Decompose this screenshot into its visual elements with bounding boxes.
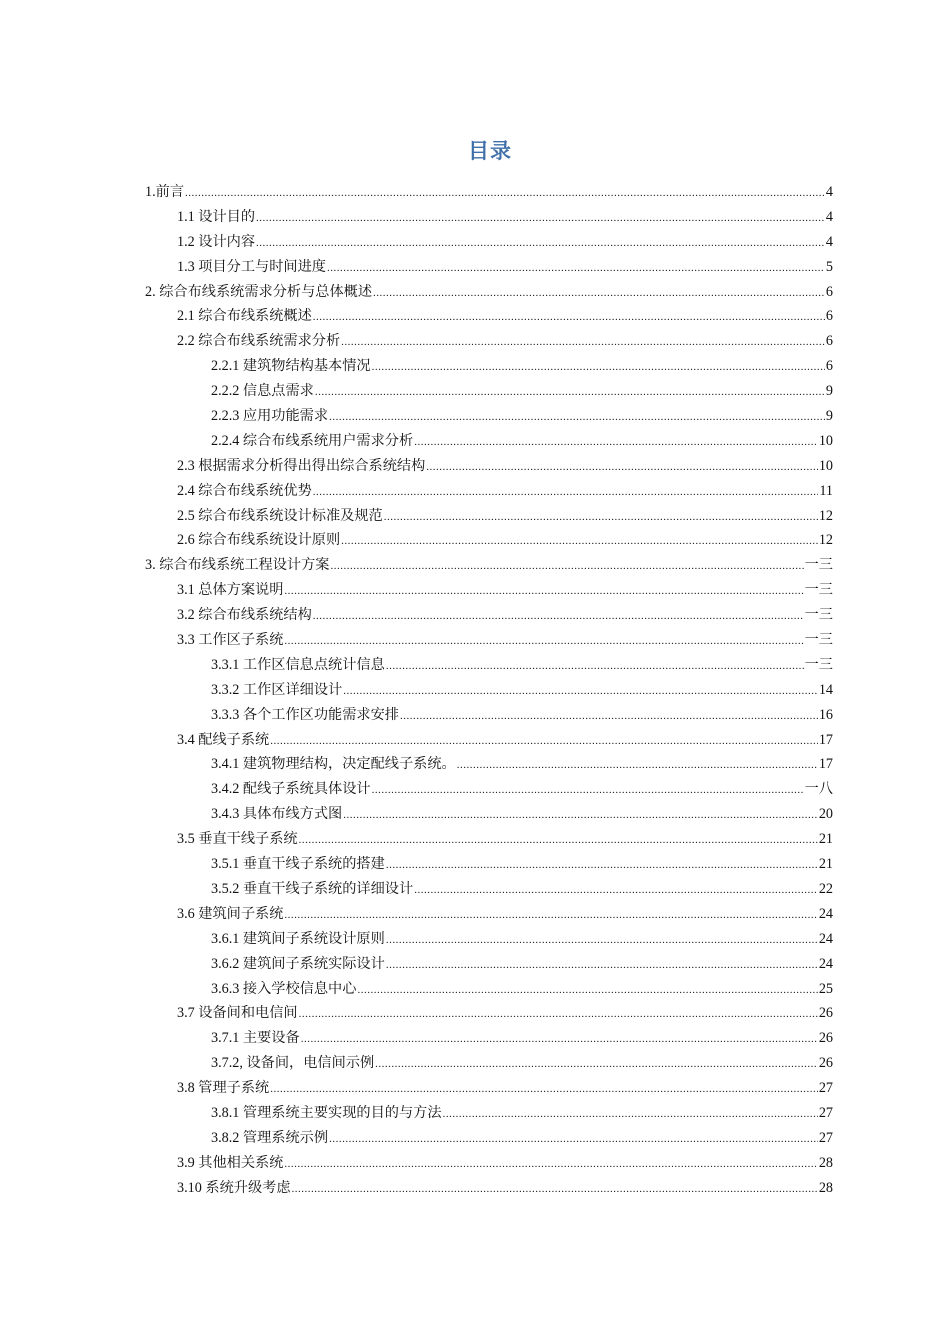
dot-leader: [357, 978, 817, 1003]
toc-entry-page-number: 21: [818, 856, 833, 873]
toc-entry[interactable]: [145, 952, 833, 977]
toc-entry-page-number: 10: [818, 457, 833, 474]
toc-entry-page-number: 28: [818, 1179, 833, 1196]
toc-entry-page-number: 6: [825, 283, 833, 300]
toc-entry-page-number: 14: [818, 681, 833, 698]
toc-entry[interactable]: [145, 977, 833, 1002]
toc-entry-text: 3.4.1 建筑物理结构，决定配线子系统。: [211, 756, 456, 773]
toc-entry[interactable]: [145, 1176, 833, 1201]
dot-leader: [372, 355, 825, 380]
toc-entry-text: 3.8.1 管理系统主要实现的目的与方法: [211, 1104, 442, 1121]
toc-entry[interactable]: [145, 1051, 833, 1076]
dot-leader: [292, 1177, 818, 1202]
toc-entry[interactable]: [145, 1151, 833, 1176]
toc-entry[interactable]: [145, 653, 833, 678]
toc-entry-page-number: 4: [825, 208, 833, 225]
toc-entry[interactable]: [145, 1076, 833, 1101]
toc-entry-page-number: 17: [818, 731, 833, 748]
toc-entry-page-number: 25: [818, 980, 833, 997]
toc-entry-text: 2.2.2 信息点需求: [211, 383, 314, 400]
toc-entry-text: 3.7.1 主要设备: [211, 1030, 300, 1047]
dot-leader: [457, 753, 818, 778]
dot-leader: [315, 380, 825, 405]
toc-entry[interactable]: [145, 329, 833, 354]
dot-leader: [414, 430, 818, 455]
toc-entry[interactable]: [145, 802, 833, 827]
toc-entry-page-number: 一三: [804, 607, 833, 624]
toc-entry-text: 2.4 综合布线系统优势: [177, 482, 312, 499]
dot-leader: [284, 1152, 817, 1177]
toc-entry-text: 3.3.2 工作区详细设计: [211, 681, 343, 698]
toc-entry-text: 2.1 综合布线系统概述: [177, 308, 312, 325]
dot-leader: [386, 928, 818, 953]
toc-entry-page-number: 26: [818, 1005, 833, 1022]
toc-entry-page-number: 20: [818, 806, 833, 823]
toc-entry-text: 3.4 配线子系统: [177, 731, 270, 748]
toc-entry-text: 3.4.3 具体布线方式图: [211, 806, 343, 823]
toc-entry-text: 3.5.2 垂直干线子系统的详细设计: [211, 880, 414, 897]
toc-entry[interactable]: [145, 1126, 833, 1151]
toc-entry[interactable]: [145, 703, 833, 728]
dot-leader: [443, 1102, 818, 1127]
toc-entry-page-number: 4: [825, 184, 833, 200]
toc-entry-text: 2.3 根据需求分析得出得出综合系统结构: [177, 457, 426, 474]
dot-leader: [386, 853, 818, 878]
dot-leader: [313, 305, 825, 330]
toc-entry-page-number: 6: [825, 358, 833, 375]
toc-entry-page-number: 一三: [804, 557, 833, 574]
toc-entry-page-number: 11: [819, 482, 833, 499]
toc-entry[interactable]: [145, 280, 833, 305]
dot-leader: [256, 231, 825, 256]
toc-entry[interactable]: [145, 504, 833, 529]
dot-leader: [375, 1052, 818, 1077]
dot-leader: [373, 281, 825, 306]
toc-entry[interactable]: [145, 927, 833, 952]
toc-entry-page-number: 24: [818, 905, 833, 922]
toc-entry-page-number: 6: [825, 333, 833, 350]
toc-entry[interactable]: [145, 827, 833, 852]
toc-entry[interactable]: [145, 404, 833, 429]
toc-entry-page-number: 6: [825, 308, 833, 325]
toc-entry-text: 2.2 综合布线系统需求分析: [177, 333, 341, 350]
toc-entry[interactable]: [145, 454, 833, 479]
toc-entry[interactable]: [145, 777, 833, 802]
toc-entry-page-number: 16: [818, 706, 833, 723]
dot-leader: [426, 455, 818, 480]
toc-entry-page-number: 26: [818, 1055, 833, 1072]
toc-entry-text: 3.6 建筑间子系统: [177, 905, 284, 922]
toc-entry-text: 2.2.3 应用功能需求: [211, 408, 329, 425]
dot-leader: [185, 181, 825, 206]
toc-entry-text: 3.7.2, 设备间，电信间示例: [211, 1055, 375, 1072]
dot-leader: [400, 704, 818, 729]
toc-title: 目录: [468, 139, 512, 163]
dot-leader: [270, 729, 818, 754]
dot-leader: [386, 654, 804, 679]
dot-leader: [299, 1002, 818, 1027]
toc-entry-text: 3.3.3 各个工作区功能需求安排: [211, 706, 399, 723]
toc-entry-page-number: 一三: [804, 582, 833, 599]
toc-entry-text: 3. 综合布线系统工程设计方案: [145, 557, 330, 574]
toc-entry[interactable]: [145, 1101, 833, 1126]
toc-entry-text: 1.前言: [145, 184, 185, 200]
toc-entry-page-number: 10: [818, 432, 833, 449]
toc-entry[interactable]: [145, 255, 833, 280]
toc-entry-text: 3.10 系统升级考虑: [177, 1179, 291, 1196]
toc-entry-text: 3.8.2 管理系统示例: [211, 1129, 329, 1146]
toc-entry[interactable]: [145, 230, 833, 255]
toc-entry-text: 2. 综合布线系统需求分析与总体概述: [145, 283, 373, 300]
toc-entry[interactable]: [145, 578, 833, 603]
toc-entry-page-number: 22: [818, 880, 833, 897]
toc-entry-page-number: 9: [825, 408, 833, 425]
toc-entry-text: 3.1 总体方案说明: [177, 582, 284, 599]
toc-entry[interactable]: [145, 603, 833, 628]
toc-entry-text: 2.6 综合布线系统设计原则: [177, 532, 341, 549]
toc-entry-text: 1.2 设计内容: [177, 233, 256, 250]
dot-leader: [327, 256, 825, 281]
toc-entry[interactable]: [145, 479, 833, 504]
toc-entry[interactable]: [145, 553, 833, 578]
dot-leader: [256, 206, 825, 231]
dot-leader: [299, 828, 818, 853]
toc-entry-page-number: 28: [818, 1154, 833, 1171]
toc-entry-text: 3.5.1 垂直干线子系统的搭建: [211, 856, 385, 873]
toc-entry-text: 3.7 设备间和电信间: [177, 1005, 298, 1022]
toc-entry-text: 1.3 项目分工与时间进度: [177, 258, 326, 275]
dot-leader: [343, 679, 818, 704]
toc-entry[interactable]: [145, 628, 833, 653]
toc-entry[interactable]: [145, 379, 833, 404]
toc-entry[interactable]: [145, 902, 833, 927]
dot-leader: [284, 629, 803, 654]
toc-entry-text: 3.6.2 建筑间子系统实际设计: [211, 955, 385, 972]
toc-entry-page-number: 24: [818, 930, 833, 947]
toc-entry-page-number: 27: [818, 1080, 833, 1097]
toc-entry-text: 3.8 管理子系统: [177, 1080, 270, 1097]
toc-entry-page-number: 5: [825, 258, 833, 275]
toc-entry[interactable]: [145, 752, 833, 777]
toc-entry[interactable]: [145, 180, 833, 205]
toc-entry-page-number: 12: [818, 532, 833, 549]
dot-leader: [343, 803, 818, 828]
dot-leader: [329, 1127, 818, 1152]
dot-leader: [270, 1077, 818, 1102]
toc-entry-page-number: 17: [818, 756, 833, 773]
dot-leader: [384, 505, 818, 530]
toc-entry[interactable]: [145, 304, 833, 329]
toc-entry-text: 3.4.2 配线子系统具体设计: [211, 781, 371, 798]
toc-entry-text: 3.6.3 接入学校信息中心: [211, 980, 357, 997]
toc-entry[interactable]: [145, 728, 833, 753]
toc-entry-text: 3.6.1 建筑间子系统设计原则: [211, 930, 385, 947]
toc-entry-text: 2.2.4 综合布线系统用户需求分析: [211, 432, 414, 449]
toc-entry-text: 2.5 综合布线系统设计标准及规范: [177, 507, 383, 524]
dot-leader: [372, 778, 804, 803]
toc-entry-page-number: 4: [825, 233, 833, 250]
toc-entry[interactable]: [145, 528, 833, 553]
toc-entry[interactable]: [145, 852, 833, 877]
dot-leader: [313, 604, 804, 629]
toc-entry-text: 3.5 垂直干线子系统: [177, 831, 298, 848]
dot-leader: [330, 554, 803, 579]
dot-leader: [414, 878, 818, 903]
toc-entry-page-number: 一三: [804, 656, 833, 673]
dot-leader: [301, 1027, 818, 1052]
toc-entry-page-number: 一八: [804, 781, 833, 798]
toc-entry-text: 3.3.1 工作区信息点统计信息: [211, 656, 385, 673]
toc-entry-page-number: 12: [818, 507, 833, 524]
dot-leader: [386, 953, 818, 978]
toc-entry-page-number: 9: [825, 383, 833, 400]
toc-entry-text: 3.3 工作区子系统: [177, 632, 284, 649]
toc-entry-text: 3.9 其他相关系统: [177, 1154, 284, 1171]
toc-entry-page-number: 21: [818, 831, 833, 848]
dot-leader: [284, 903, 817, 928]
toc-entry[interactable]: [145, 1026, 833, 1051]
toc-entry-page-number: 27: [818, 1129, 833, 1146]
dot-leader: [284, 579, 803, 604]
toc-entry-page-number: 27: [818, 1104, 833, 1121]
dot-leader: [313, 480, 819, 505]
toc-entry-page-number: 24: [818, 955, 833, 972]
toc-entry-page-number: 一三: [804, 632, 833, 649]
toc-entry-text: 3.2 综合布线系统结构: [177, 607, 312, 624]
toc-list: [145, 180, 833, 1201]
dot-leader: [329, 405, 825, 430]
toc-entry[interactable]: [145, 877, 833, 902]
toc-entry[interactable]: [145, 429, 833, 454]
toc-entry[interactable]: [145, 354, 833, 379]
toc-entry[interactable]: [145, 205, 833, 230]
toc-entry[interactable]: [145, 1001, 833, 1026]
toc-entry[interactable]: [145, 678, 833, 703]
dot-leader: [341, 529, 818, 554]
toc-entry-text: 1.1 设计目的: [177, 208, 256, 225]
dot-leader: [341, 330, 825, 355]
toc-entry-text: 2.2.1 建筑物结构基本情况: [211, 358, 371, 375]
toc-entry-page-number: 26: [818, 1030, 833, 1047]
